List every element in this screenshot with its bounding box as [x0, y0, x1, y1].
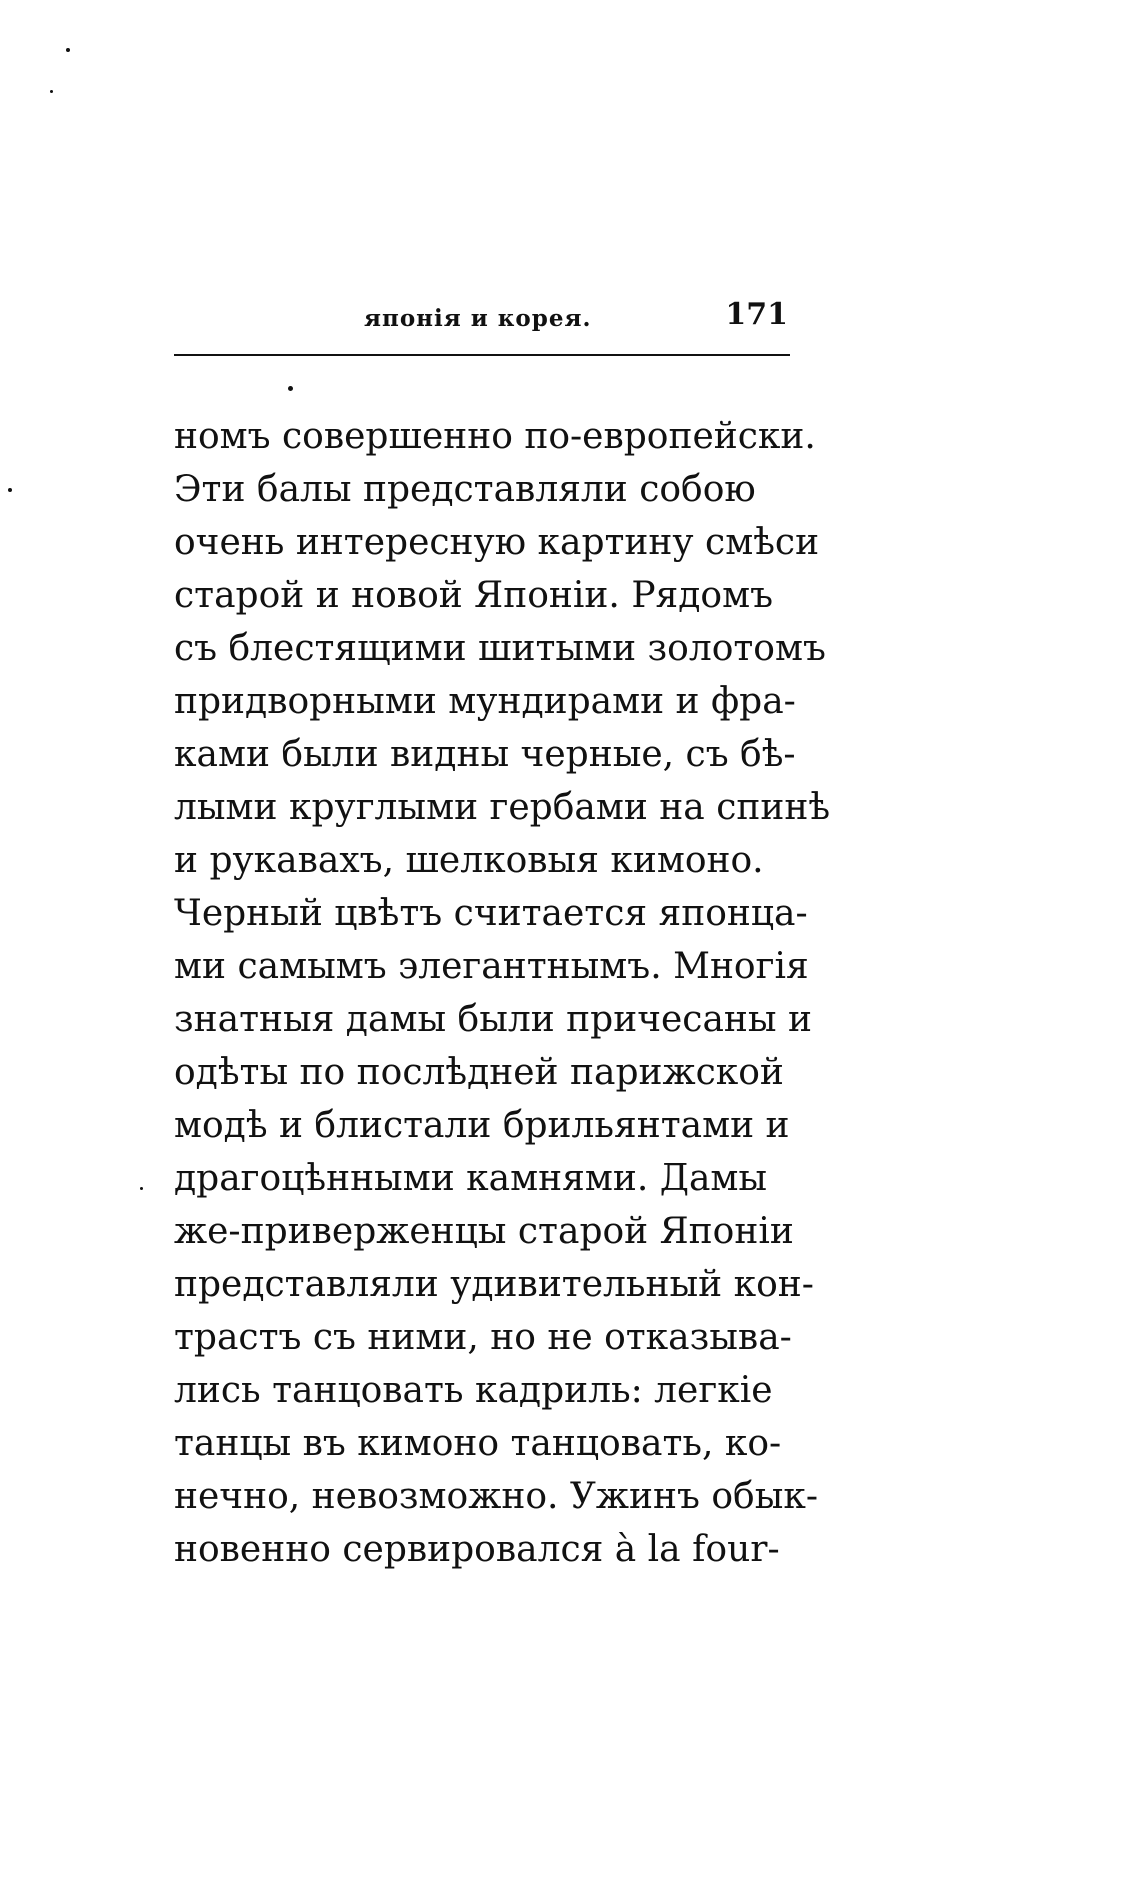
text-line: придворными мундирами и фра-	[174, 681, 796, 722]
text-line: номъ совершенно по-европейски.	[174, 416, 816, 457]
text-line: старой и новой Японіи. Рядомъ	[174, 575, 773, 616]
scan-speck	[8, 488, 12, 492]
text-line: представляли удивительный кон-	[174, 1264, 814, 1305]
text-line: ми самымъ элегантнымъ. Многія	[174, 946, 809, 987]
text-line: одѣты по послѣдней парижской	[174, 1052, 784, 1093]
page-number: 171	[725, 297, 788, 332]
text-line: съ блестящими шитыми золотомъ	[174, 628, 826, 669]
scan-speck	[288, 386, 293, 391]
text-line: драгоцѣнными камнями. Дамы	[174, 1158, 768, 1199]
text-line: модѣ и блистали брильянтами и	[174, 1105, 790, 1146]
running-head	[174, 297, 790, 347]
text-line: новенно сервировался à la four-	[174, 1529, 780, 1570]
text-line: и рукавахъ, шелковыя кимоно.	[174, 840, 764, 881]
text-line: нечно, невозможно. Ужинъ обык-	[174, 1476, 819, 1517]
text-line: знатныя дамы были причесаны и	[174, 999, 813, 1040]
body-text	[174, 410, 831, 1576]
text-line: же-приверженцы старой Японіи	[174, 1211, 794, 1252]
text-line: танцы въ кимоно танцовать, ко-	[174, 1423, 782, 1464]
header-rule	[174, 354, 790, 356]
running-title: японія и корея.	[364, 305, 592, 332]
scan-speck	[50, 90, 53, 93]
text-line: трастъ съ ними, но не отказыва-	[174, 1317, 792, 1358]
text-line: ками были видны черные, съ бѣ-	[174, 734, 796, 775]
text-line: лыми круглыми гербами на спинѣ	[174, 787, 831, 828]
text-line: лись танцовать кадриль: легкіе	[174, 1370, 773, 1411]
scan-speck	[66, 48, 70, 52]
text-line: Эти балы представляли собою	[174, 469, 756, 510]
text-line: Черный цвѣтъ считается японца-	[174, 893, 808, 934]
text-line: очень интересную картину смѣси	[174, 522, 820, 563]
scan-speck	[140, 1187, 143, 1190]
